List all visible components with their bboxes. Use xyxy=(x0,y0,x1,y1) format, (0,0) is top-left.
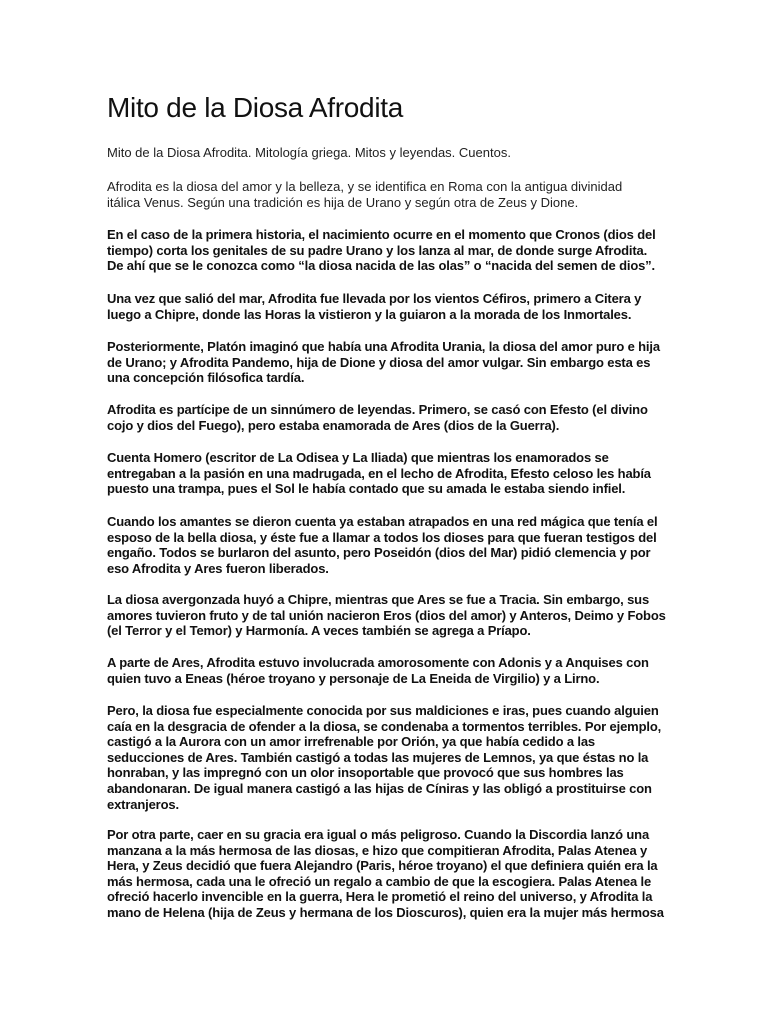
text-line: esposo de la bella diosa, y éste fue a llamar a todos los dioses para que fueran testigos del xyxy=(107,529,657,545)
text-line: A parte de Ares, Afrodita estuvo involucrada amorosomente con Adonis y a Anquises con xyxy=(107,655,649,670)
text-line: entregaban a la pasión en una madrugada, en el lecho de Afrodita, Efesto celoso les había xyxy=(107,465,651,481)
paragraph xyxy=(107,655,649,686)
text-line: Una vez que salió del mar, Afrodita fue llevada por los vientos Céfiros, primero a Citera y xyxy=(107,291,642,306)
text-line: puesto una trampa, pues el Sol le había contado que su amada le estaba siendo infiel. xyxy=(107,481,626,497)
page-title: Mito de la Diosa Afrodita xyxy=(107,92,403,123)
text-line: quien tuvo a Eneas (héroe troyano y personaje de La Eneida de Virgilio) y a Lirno. xyxy=(107,670,600,686)
text-line: una concepción filósofica tardía. xyxy=(107,370,305,386)
text-line: más hermosa, cada una le ofreció un regalo a cambio de que la escogiera. Palas Atenea le xyxy=(107,873,652,889)
text-line: Pero, la diosa fue especialmente conocida por sus maldiciones e iras, pues cuando alguien xyxy=(107,703,659,718)
text-line: La diosa avergonzada huyó a Chipre, mientras que Ares se fue a Tracia. Sin embargo, sus xyxy=(107,592,650,607)
text-line: manzana a la más hermosa de las diosas, e hizo que compitieran Afrodita, Palas Atenea y xyxy=(107,842,648,858)
text-line: de Urano; y Afrodita Pandemo, hija de Dione y diosa del amor vulgar. Sin embargo esta es xyxy=(107,354,651,370)
text-line: extranjeros. xyxy=(107,796,179,812)
paragraph xyxy=(107,339,660,386)
text-line: (el Terror y el Temor) y Harmonía. A veces también se agrega a Príapo. xyxy=(107,623,531,639)
text-line: Por otra parte, caer en su gracia era igual o más peligroso. Cuando la Discordia lanzó una xyxy=(107,827,650,842)
text-line: luego a Chipre, donde las Horas la vistieron y la guiaron a la morada de los Inmortales. xyxy=(107,306,632,322)
text-line: En el caso de la primera historia, el nacimiento ocurre en el momento que Cronos (dios del xyxy=(107,227,656,242)
text-line: Hera, y Zeus decidió que fuera Alejandro (Paris, héroe troyano) el que definiera quién era la xyxy=(107,858,658,874)
paragraph xyxy=(107,291,641,322)
paragraph xyxy=(107,179,622,210)
text-line: eso Afrodita y Ares fueron liberados. xyxy=(107,560,329,576)
paragraph xyxy=(107,145,511,161)
text-line: Afrodita es partícipe de un sinnúmero de leyendas. Primero, se casó con Efesto (el divino xyxy=(107,402,648,417)
paragraph xyxy=(107,227,656,274)
paragraph xyxy=(107,827,664,921)
paragraph xyxy=(107,514,657,576)
paragraph xyxy=(107,703,661,812)
text-line: caía en la desgracia de ofender a la diosa, se condenaba a tormentos terribles. Por ejemplo, xyxy=(107,718,662,734)
text-line: castigó a la Aurora con un amor irrefrenable por Orión, ya que había cedido a las xyxy=(107,734,596,750)
text-line: seducciones de Ares. También castigó a todas las mujeres de Lemnos, ya que éstas no la xyxy=(107,749,649,765)
text-line: abandonaran. De igual manera castigó a las hijas de Cíniras y las obligó a prostituirse con xyxy=(107,780,652,796)
text-line: Mito de la Diosa Afrodita. Mitología griega. Mitos y leyendas. Cuentos. xyxy=(107,145,511,160)
text-line: Posteriormente, Platón imaginó que había una Afrodita Urania, la diosa del amor puro e hija xyxy=(107,339,660,354)
paragraph xyxy=(107,450,651,497)
text-line: ofreció hacerlo invencible en la guerra, Hera le prometió el reino del universo, y Afrodita la xyxy=(107,889,653,905)
text-line: amores tuvieron fruto y de tal unión nacieron Eros (dios del amor) y Anteros, Deimo y Fobos xyxy=(107,607,666,623)
text-line: De ahí que se le conozca como “la diosa nacida de las olas” o “nacida del semen de dios”. xyxy=(107,258,655,274)
text-line: Afrodita es la diosa del amor y la belleza, y se identifica en Roma con la antigua divinidad xyxy=(107,179,623,194)
text-line: cojo y dios del Fuego), pero estaba enamorada de Ares (dios de la Guerra). xyxy=(107,417,560,433)
paragraph xyxy=(107,592,666,639)
text-line: Cuenta Homero (escritor de La Odisea y La Iliada) que mientras los enamorados se xyxy=(107,450,609,465)
text-line: engaño. Todos se burlaron del asunto, pero Poseidón (dios del Mar) pidió clemencia y por xyxy=(107,545,651,561)
paragraph xyxy=(107,402,648,433)
text-line: itálica Venus. Según una tradición es hija de Urano y según otra de Zeus y Dione. xyxy=(107,194,579,210)
text-line: tiempo) corta los genitales de su padre Urano y los lanza al mar, de donde surge Afrodita. xyxy=(107,242,648,258)
text-line: mano de Helena (hija de Zeus y hermana de los Dioscuros), quien era la mujer más hermosa xyxy=(107,904,664,920)
text-line: Cuando los amantes se dieron cuenta ya estaban atrapados en una red mágica que tenía el xyxy=(107,514,658,529)
text-line: honraban, y las impregnó con un olor insoportable que provocó que sus hombres las xyxy=(107,765,624,781)
